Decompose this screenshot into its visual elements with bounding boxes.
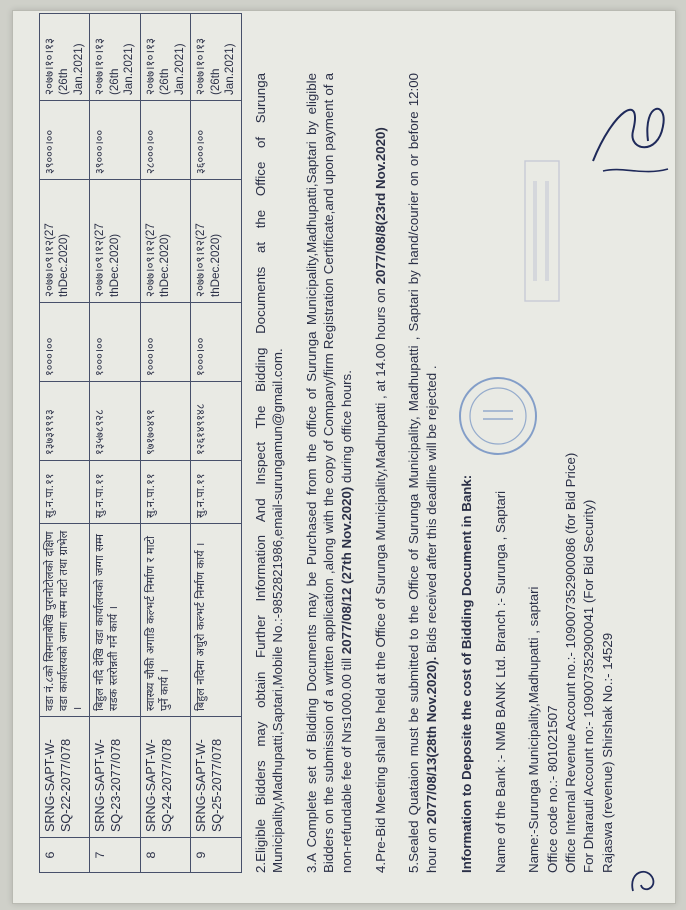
bid-id-cell: SRNG-SAPT-W-SQ-25-2077/078: [191, 717, 241, 838]
serial-cell: 9: [191, 838, 241, 873]
fee-cell: १०००।००: [140, 303, 190, 382]
office-cell: सु.न.पा.११: [90, 461, 140, 524]
estimated-cost-cell: ९७१७०४९१: [140, 382, 190, 461]
paragraph-5: 5.Sealed Quataion must be submitted to the Office of Surunga Municipality, Madhupatti , Saptari by hand/courier on or before 12:00 hour on 2077/08/13(28th Nov.2020). Bids received after this deadline will be rejected .: [406, 73, 439, 873]
date-english: thDec.2020): [107, 233, 121, 297]
serial-cell: 6: [40, 838, 90, 873]
account-details: [525, 41, 617, 873]
deadline-nepali: २०७७।१०।१३: [93, 37, 107, 95]
deadline-english: (26th Jan.2021): [158, 43, 186, 95]
scanned-document-page: [12, 10, 676, 904]
deadline-nepali: २०७७।१०।१३: [43, 37, 56, 95]
deadline-nepali: २०७७।१०।१३: [194, 37, 208, 95]
bank-name-line: Name of the Bank :- NMB BANK Ltd. Branch :- Surunga , Saptari: [492, 490, 508, 873]
deadline-cell: [40, 14, 90, 101]
paragraph-2: 2.Eligible Bidders may obtain Further Information And Inspect The Bidding Documents at the Office of Surunga Municipality,Madhupatti,Saptari,Mobile No.:-9852821986,email-surungamun@gmail.com.: [252, 73, 286, 873]
deadline-english: (26th Jan.2021): [57, 43, 85, 95]
table-row: [90, 14, 140, 873]
paragraph-3: 3.A Complete set of Bidding Documents may be Purchased from the office of Surunga Municipality,Madhupatti,Saptari by eligible Bidders on the submission of a written application ,along with the copy of Company/firm Registration Certificate,and upon payment of a non-refundable fee of Nrs1000.00 till 2077/08/12 (27th Nov.2020) during office hours.: [303, 73, 354, 873]
bid-table: [39, 13, 242, 873]
fee-cell: १०००।००: [191, 303, 241, 382]
account-line: For Dharauti Account no:- 109007352900041 (For Bid Security): [581, 499, 597, 873]
account-line: Office code no.:- 801021507: [544, 705, 560, 873]
office-cell: सु.न.पा.११: [191, 461, 241, 524]
date-english: thDec.2020): [208, 233, 222, 297]
fee-cell: १०००।००: [40, 303, 90, 382]
table-row: [40, 14, 90, 873]
account-line: Name:-Surunga Municipality,Madhupatti , saptari: [526, 586, 542, 873]
bank-info-heading: Information to Deposite the cost of Bidding Document in Bank:: [459, 474, 475, 873]
fee-cell: १०००।००: [90, 303, 140, 382]
bid-id-cell: SRNG-SAPT-W-SQ-22-2077/078: [40, 717, 90, 838]
estimated-cost-cell: १३७३१९१३: [40, 382, 90, 461]
date-nepali: २०७७।०९।१२(27: [43, 223, 56, 297]
deadline-nepali: २०७७।१०।१३: [143, 37, 157, 95]
deadline-english: (26th Jan.2021): [107, 43, 136, 95]
deadline-english: (26th Jan.2021): [208, 43, 237, 95]
description-cell: बिहुल नदि देखि वडा कार्यालयको जग्गा सम्म सडक स्तरोन्नती गर्ने कार्य ।: [90, 524, 140, 717]
table-row: [140, 14, 190, 873]
security-amount-cell: ३९०००।००: [40, 101, 90, 180]
bid-id-cell: SRNG-SAPT-W-SQ-24-2077/078: [140, 717, 190, 838]
security-amount-cell: ३९०००।००: [90, 101, 140, 180]
office-cell: सु.न.पा.११: [140, 461, 190, 524]
date-cell: [40, 180, 90, 303]
description-cell: बिहुल नदिमा अधुरो कल्भर्ट निर्माण कार्य ।: [191, 524, 241, 717]
deadline-cell: [140, 14, 190, 101]
account-line: Rajaswa (revenue) Shirshak No.:- 14529: [599, 632, 615, 873]
deadline-cell: [90, 14, 140, 101]
estimated-cost-cell: १२६१४९१४८: [191, 382, 241, 461]
date-nepali: २०७७।०९।१२(27: [143, 223, 157, 297]
date-cell: [140, 180, 190, 303]
deadline-cell: [191, 14, 241, 101]
bid-id-cell: SRNG-SAPT-W-SQ-23-2077/078: [90, 717, 140, 838]
date-english: thDec.2020): [158, 233, 172, 297]
date-english: thDec.2020): [57, 233, 71, 297]
description-cell: वडा नं.८को सिमानाबेखि पुरानोटोलको दक्षिण वडा कार्यालयको जग्गा सम्म माटो तथा ग्राभेल ।: [40, 524, 90, 717]
serial-cell: 8: [140, 838, 190, 873]
date-cell: [90, 180, 140, 303]
description-cell: स्वास्थ्य चौकी अगाडि कल्भर्ट निर्माण र माटो पुर्ने कार्य ।: [140, 524, 190, 717]
table-row: [191, 14, 241, 873]
date-nepali: २०७७।०९।१२(27: [194, 223, 208, 297]
office-cell: सु.न.पा.११: [40, 461, 90, 524]
serial-cell: 7: [90, 838, 140, 873]
date-nepali: २०७७।०९।१२(27: [93, 223, 107, 297]
estimated-cost-cell: १३५७८९२८: [90, 382, 140, 461]
date-cell: [191, 180, 241, 303]
security-amount-cell: २८०००।००: [140, 101, 190, 180]
document-content: [13, 11, 675, 903]
paragraph-4: 4.Pre-Bid Meeting shall be held at the Office of Surunga Municipality,Madhupatti , at 14.00 hours on 2077/08/8(23rd Nov.2020): [372, 127, 388, 873]
security-amount-cell: ३६०००।००: [191, 101, 241, 180]
account-line: Office Internal Revenue Account no.:- 109007352900086 (for Bid Price): [562, 452, 578, 873]
